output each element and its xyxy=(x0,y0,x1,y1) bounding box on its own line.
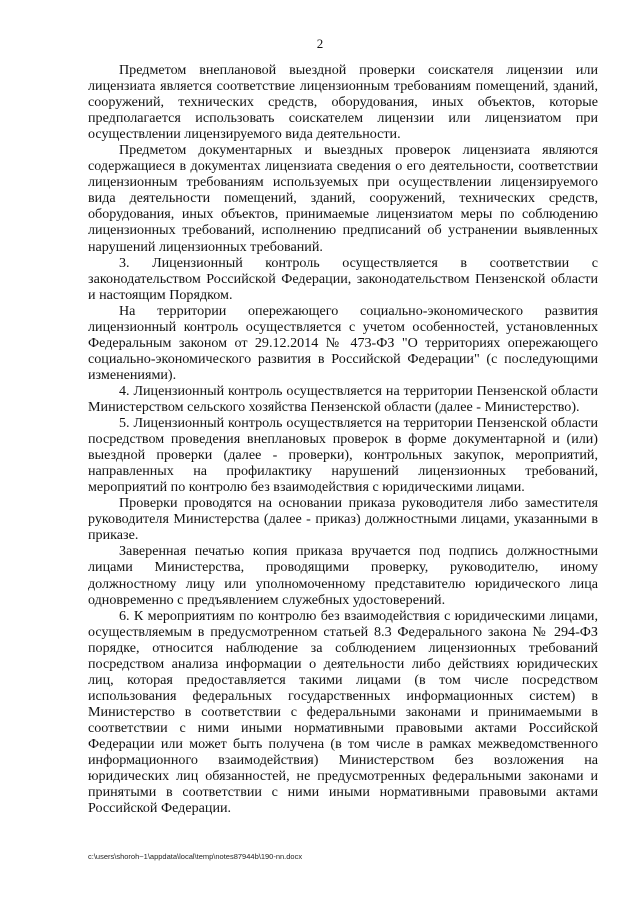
paragraph-clause-4: 4. Лицензионный контроль осуществляется на территории Пензенской области Министерством сельского хозяйства Пензенской области (далее - Министерство). xyxy=(88,382,598,415)
paragraph-clause-5: 5. Лицензионный контроль осуществляется на территории Пензенской области посредством проведения внеплановых проверок в форме документарной и (или) выездной проверки (далее - проверки), контрольных закупок, мероприятий, направленных на профилактику нарушений лицензионных требований, мероприятий по контролю без взаимодействия с юридическими лицами. xyxy=(88,415,598,496)
paragraph-unscheduled-inspection-subject: Предметом внеплановой выездной проверки соискателя лицензии или лицензиата является соответствие лицензионным требованиям помещений, зданий, сооружений, технических средств, оборудования, иных объектов, которые предполагается использовать соискателем лицензии или лицензиатом при осуществлении лицензируемого вида деятельности. xyxy=(88,62,598,143)
paragraph-clause-3: 3. Лицензионный контроль осуществляется в соответствии с законодательством Российской Федерации, законодательством Пензенской области и настоящим Порядком. xyxy=(88,254,598,303)
footer-file-path: c:\users\shoroh~1\appdata\local\temp\notes87944b\190-nn.docx xyxy=(88,852,303,861)
paragraph-clause-6: 6. К мероприятиям по контролю без взаимодействия с юридическими лицами, осуществляемым в предусмотренном статьей 8.3 Федерального закона № 294-ФЗ порядке, относится наблюдение за соблюдением лицензионных требований посредством анализа информации о деятельности либо действиях юридических лиц, которая предоставляется такими лицами (в том числе посредством использования федеральных государственных информационных систем) в Министерство в соответствии с федеральными законами и принимаемыми в соответствии с ними иными нормативными правовыми актами Российской Федерации или может быть получена (в том числе в рамках межведомственного информационного взаимодействия) Министерством без возложения на юридических лиц обязанностей, не предусмотренных федеральными законами и принятыми в соответствии с ними иными нормативными правовыми актами Российской Федерации. xyxy=(88,607,598,817)
page-number: 2 xyxy=(316,36,324,51)
paragraph-advanced-development-territory: На территории опережающего социально-экономического развития лицензионный контроль осуществляется с учетом особенностей, установленных Федеральным законом от 29.12.2014 № 473-ФЗ "О территориях опережающего социально-экономического развития в Российской Федерации" (с последующими изменениями). xyxy=(88,302,598,383)
document-body xyxy=(88,62,598,816)
paragraph-order-copy-delivery: Заверенная печатью копия приказа вручается под подпись должностными лицами Министерства, проводящими проверку, руководителю, иному должностному лицу или уполномоченному представителю юридического лица одновременно с предъявлением служебных удостоверений. xyxy=(88,543,598,608)
paragraph-documentary-inspection-subject: Предметом документарных и выездных проверок лицензиата являются содержащиеся в документах лицензиата сведения о его деятельности, соответствии лицензионным требованиям используемых при осуществлении лицензируемого вида деятельности помещений, зданий, сооружений, технических средств, оборудования, иных объектов, принимаемые лицензиатом меры по соблюдению лицензионных требований, исполнению предписаний об устранении выявленных нарушений лицензионных требований. xyxy=(88,142,598,255)
paragraph-inspections-order: Проверки проводятся на основании приказа руководителя либо заместителя руководителя Министерства (далее - приказ) должностными лицами, указанными в приказе. xyxy=(88,495,598,544)
